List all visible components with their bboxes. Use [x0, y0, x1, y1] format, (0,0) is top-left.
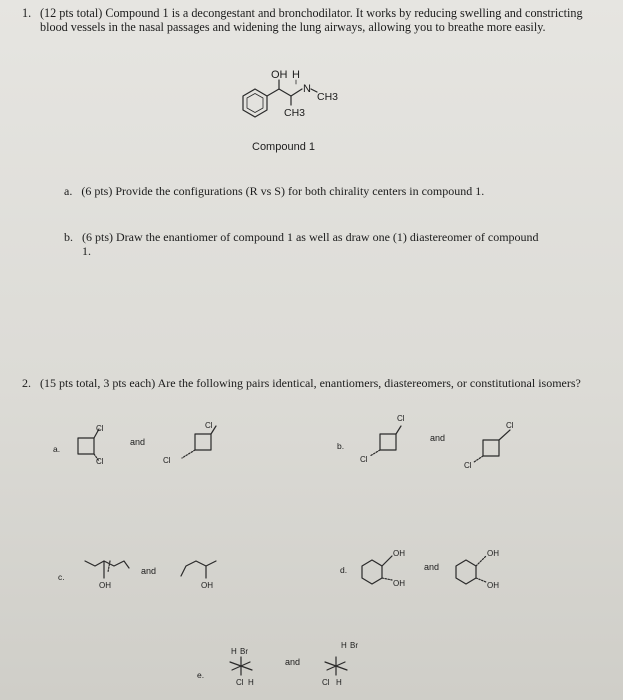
pair-e-right-h-bottom: H — [336, 678, 342, 687]
compound-1-ch3-bottom-label: CH3 — [284, 107, 306, 119]
pair-a-label: a. — [53, 444, 61, 454]
pair-b-and: and — [430, 433, 446, 443]
pair-b-structures — [370, 426, 510, 462]
pair-b-left-cl-top: Cl — [397, 414, 405, 423]
pair-a-left-cl-top: Cl — [96, 424, 104, 433]
pair-d-label: d. — [340, 565, 348, 575]
pair-e-right-cl: Cl — [322, 678, 330, 687]
pair-e-and: and — [285, 657, 301, 667]
pair-a-right-ring — [195, 434, 211, 450]
question-1-number: 1. — [22, 6, 32, 20]
part-b-text: (6 pts) Draw the enantiomer of compound 1 as well as draw one (1) diastereomer of compound 1. — [82, 230, 539, 258]
pair-b-left-ring — [380, 434, 396, 450]
compound-1-ch3-right-label: CH3 — [317, 91, 339, 103]
pair-c-label: c. — [58, 572, 65, 582]
question-2-number: 2. — [22, 376, 31, 390]
pair-d-left-oh-bottom: OH — [393, 579, 405, 588]
question-1-text: (12 pts total) Compound 1 is a decongestant and bronchodilator. It works by reducing swelling and constricting blood vessels in the nasal passages and widening the lung airways, allowing you to breathe more easily. — [40, 6, 583, 34]
part-a-text: (6 pts) Provide the configurations (R vs S) for both chirality centers in compound 1. — [81, 184, 485, 198]
pair-d-left-ring — [362, 560, 382, 584]
pair-e-left-cl: Cl — [236, 678, 244, 687]
compound-1-oh-label: OH — [271, 69, 288, 81]
pair-a-left-ring — [78, 438, 94, 454]
pair-d-right-ring — [456, 560, 476, 584]
question-2-text: (15 pts total, 3 pts each) Are the following pairs identical, enantiomers, diastereomers, or constitutional isomers? — [40, 376, 581, 390]
pair-a-right-cl-top: Cl — [205, 421, 213, 430]
pair-e-right-h: H — [341, 641, 347, 650]
pair-b-right-cl-bottom: Cl — [464, 461, 472, 470]
pair-d-left-oh-top: OH — [393, 549, 405, 558]
part-a-label: a. — [64, 184, 73, 198]
pair-c-left-oh: OH — [99, 581, 111, 590]
pair-c-and: and — [141, 566, 157, 576]
pair-a-and: and — [130, 437, 146, 447]
compound-1-caption: Compound 1 — [252, 141, 315, 153]
pair-d-and: and — [424, 562, 440, 572]
pair-e-left-h-bottom: H — [248, 678, 254, 687]
pair-a-left-cl-bottom: Cl — [96, 457, 104, 466]
pair-d-right-oh-bottom: OH — [487, 581, 499, 590]
benzene-inner-ring — [247, 94, 263, 113]
pair-c-left-chain — [85, 561, 129, 568]
pair-e-right-br: Br — [350, 641, 358, 650]
pair-e-label: e. — [197, 670, 205, 680]
pair-b-left-cl-bottom: Cl — [360, 455, 368, 464]
pair-c-right-chain — [181, 561, 216, 576]
pair-c-right-oh: OH — [201, 581, 213, 590]
compound-1-h-label: H — [292, 69, 300, 81]
pair-b-right-cl-top: Cl — [506, 421, 514, 430]
pair-b-right-ring — [483, 440, 499, 456]
pair-b-label: b. — [337, 441, 345, 451]
pair-d-right-oh-top: OH — [487, 549, 499, 558]
pair-a-right-cl-bottom: Cl — [163, 456, 171, 465]
part-b-label: b. — [64, 230, 73, 244]
compound-1-n-label: N — [303, 83, 311, 95]
pair-e-left-h: H — [231, 647, 237, 656]
pair-e-left-br: Br — [240, 647, 248, 656]
